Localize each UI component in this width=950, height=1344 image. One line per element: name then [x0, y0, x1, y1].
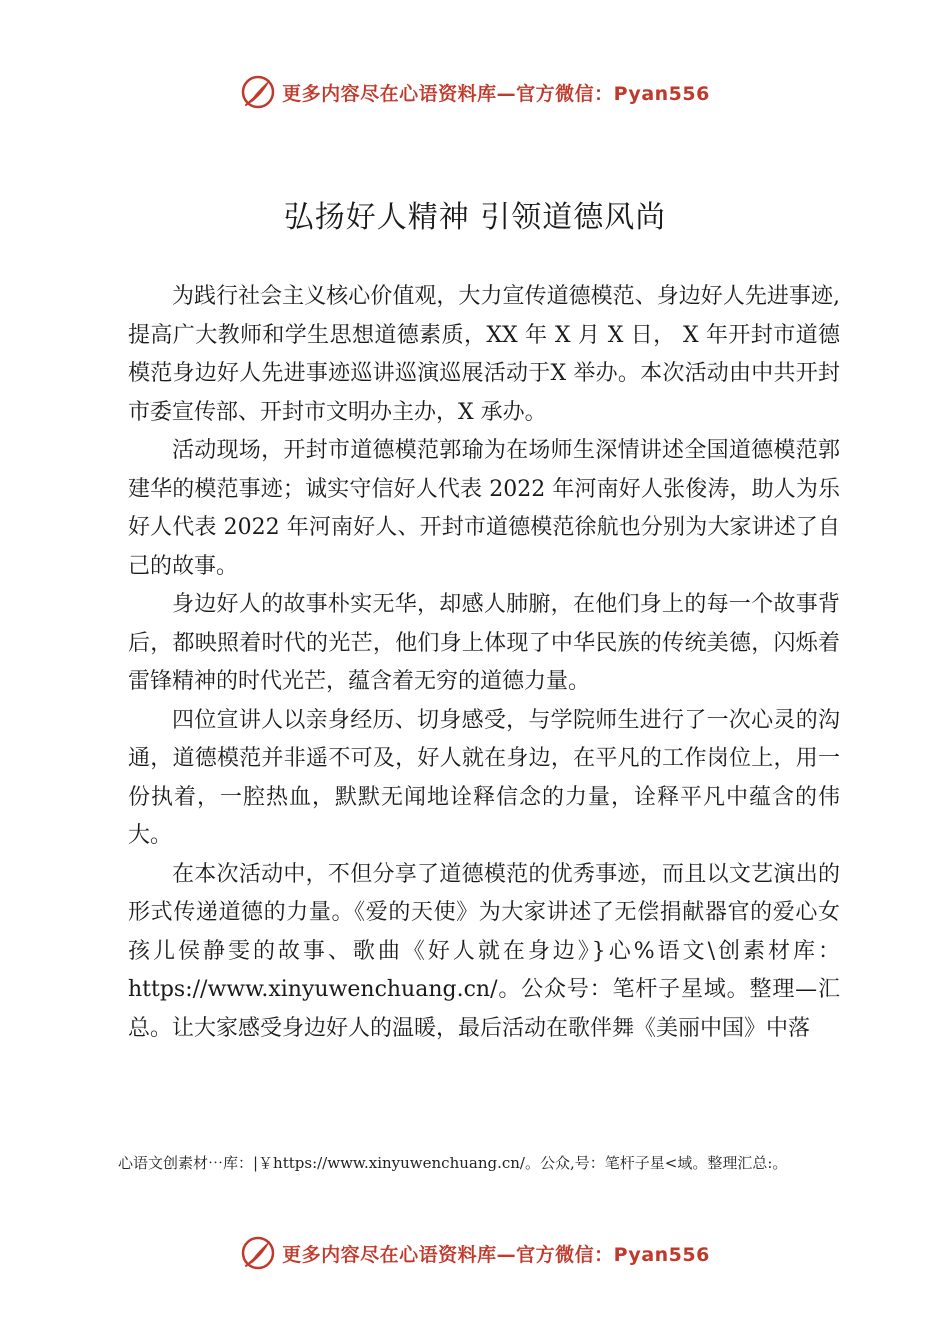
footer-banner	[0, 1231, 950, 1275]
header-banner	[0, 70, 950, 114]
header-banner-text: 更多内容尽在心语资料库—官方微信：Pyan556	[282, 82, 710, 105]
feather-pen-logo-icon	[240, 1235, 276, 1271]
footnote-text: 心语文创素材⋯库：|￥https://www.xinyuwenchuang.cn/。公众,号：笔杆子星<域。整理汇总:。	[118, 1154, 788, 1172]
paragraph: 为践行社会主义核心价值观，大力宣传道德模范、身边好人先进事迹,提高广大教师和学生思想道德素质，XX 年 X 月 X 日， X 年开封市道德模范身边好人先进事迹巡讲巡演巡展活动于X 举办。本次活动由中共开封市委宣传部、开封市文明办主办，X 承办。	[128, 284, 840, 425]
paragraph: 身边好人的故事朴实无华，却感人肺腑，在他们身上的每一个故事背后，都映照着时代的光芒，他们身上体现了中华民族的传统美德，闪烁着雷锋精神的时代光芒，蕴含着无穷的道德力量。	[128, 592, 840, 694]
paragraph: 活动现场，开封市道德模范郭瑜为在场师生深情讲述全国道德模范郭建华的模范事迹；诚实守信好人代表 2022 年河南好人张俊涛，助人为乐好人代表 2022 年河南好人、开封市道德模范徐航也分别为大家讲述了自己的故事。	[128, 438, 840, 579]
footer-banner-text: 更多内容尽在心语资料库—官方微信：Pyan556	[282, 1243, 710, 1266]
paragraph: 在本次活动中，不但分享了道德模范的优秀事迹，而且以文艺演出的形式传递道德的力量。《爱的天使》为大家讲述了无偿捐献器官的爱心女孩儿侯静雯的故事、歌曲《好人就在身边》}心%语文\创素材库：https://www.xinyuwenchuang.cn/。公众号：笔杆子星域。整理—汇总。让大家感受身边好人的温暖，最后活动在歌伴舞《美丽中国》中落	[128, 861, 840, 1041]
document-title: 弘扬好人精神 引领道德风尚	[283, 200, 667, 235]
feather-pen-logo-icon	[240, 74, 276, 110]
paragraph: 四位宣讲人以亲身经历、切身感受，与学院师生进行了一次心灵的沟通，道德模范并非遥不可及，好人就在身边，在平凡的工作岗位上，用一份执着，一腔热血，默默无闻地诠释信念的力量，诠释平凡中蕴含的伟大。	[128, 707, 840, 848]
document-body	[128, 278, 840, 1048]
